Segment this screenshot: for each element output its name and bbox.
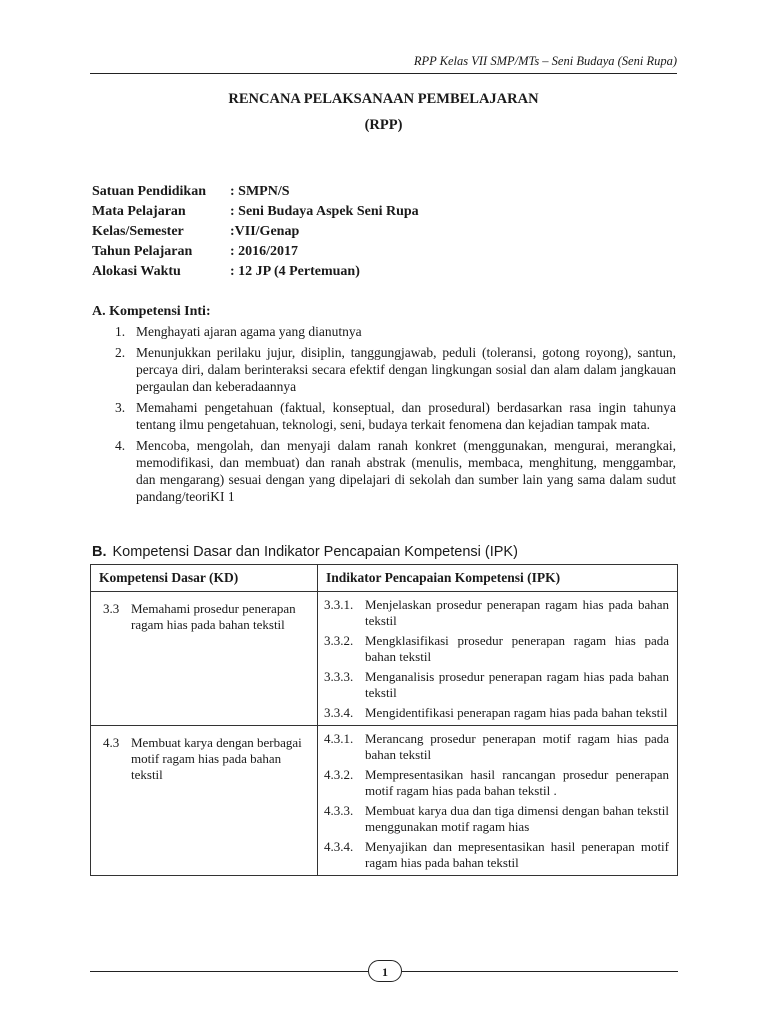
list-item (115, 437, 676, 505)
identity-label: Kelas/Semester (92, 224, 184, 239)
identity-value: : 12 JP (4 Pertemuan) (230, 264, 360, 279)
ipk-item (324, 597, 669, 629)
identity-label: Satuan Pendidikan (92, 184, 206, 199)
ipk-number: 4.3.1. (324, 731, 354, 746)
kd-ipk-table (90, 564, 678, 876)
ipk-number: 3.3.2. (324, 633, 354, 648)
identity-value: :VII/Genap (230, 224, 300, 239)
footer-rule-left (90, 971, 368, 972)
ipk-text: Mempresentasikan hasil rancangan prosedur penerapan motif ragam hias pada bahan tekstil . (365, 767, 669, 798)
identity-label: Tahun Pelajaran (92, 244, 193, 259)
ipk-cell (318, 726, 678, 876)
ipk-number: 4.3.2. (324, 767, 354, 782)
ipk-item (324, 669, 669, 701)
ipk-text: Menjelaskan prosedur penerapan ragam hias pada bahan tekstil (365, 597, 669, 628)
ipk-cell (318, 592, 678, 726)
identity-value: : SMPN/S (230, 184, 290, 199)
list-item (115, 344, 676, 395)
identity-value: : Seni Budaya Aspek Seni Rupa (230, 204, 419, 219)
header-kd: Kompetensi Dasar (KD) (91, 565, 318, 592)
ipk-number: 3.3.3. (324, 669, 354, 684)
ipk-item (324, 633, 669, 665)
identity-label: Mata Pelajaran (92, 204, 186, 219)
kd-text: Memahami prosedur penerapan ragam hias pada bahan tekstil (131, 601, 296, 632)
table-row (91, 726, 678, 876)
footer-rule-right (402, 971, 678, 972)
section-b-heading (92, 542, 518, 562)
kd-cell (91, 592, 318, 726)
identity-label: Alokasi Waktu (92, 264, 181, 279)
ipk-item (324, 705, 669, 721)
list-item-number: 3. (115, 400, 126, 415)
ipk-number: 3.3.4. (324, 705, 354, 720)
running-header: RPP Kelas VII SMP/MTs – Seni Budaya (Seni Rupa) (413, 54, 677, 68)
document-subtitle: (RPP) (364, 117, 403, 133)
ipk-text: Menyajikan dan mepresentasikan hasil penerapan motif ragam hias pada bahan tekstil (365, 839, 669, 870)
kd-number: 4.3 (103, 735, 120, 750)
ipk-number: 4.3.3. (324, 803, 354, 818)
ipk-item (324, 767, 669, 799)
header-ipk: Indikator Pencapaian Kompetensi (IPK) (318, 565, 678, 592)
list-item-text: Menunjukkan perilaku jujur, disiplin, tanggungjawab, peduli (toleransi, gotong royong), santun, percaya diri, dalam berinteraksi secara efektif dengan lingkungan sosial dan alam dalam jangkauan pergaulan dan keberadaannya (136, 345, 676, 394)
kompetensi-inti-list (115, 323, 676, 509)
ipk-item (324, 839, 669, 871)
identity-row-kelas (92, 222, 652, 242)
list-item-number: 1. (115, 324, 126, 339)
document-title: RENCANA PELAKSANAAN PEMBELAJARAN (228, 91, 539, 107)
table-header-row (91, 565, 678, 592)
section-b-title: Kompetensi Dasar dan Indikator Pencapaian Kompetensi (IPK) (112, 544, 518, 560)
kd-cell (91, 726, 318, 876)
identity-row-tahun (92, 242, 652, 262)
ipk-item (324, 731, 669, 763)
identity-value: : 2016/2017 (230, 244, 299, 259)
list-item-number: 2. (115, 345, 126, 360)
kd-text: Membuat karya dengan berbagai motif ragam hias pada bahan tekstil (131, 735, 302, 782)
list-item-number: 4. (115, 438, 126, 453)
section-b-letter: B. (92, 544, 107, 560)
ipk-text: Mengidentifikasi penerapan ragam hias pada bahan tekstil (365, 705, 668, 720)
identity-row-mapel (92, 202, 652, 222)
ipk-text: Merancang prosedur penerapan motif ragam hias pada bahan tekstil (365, 731, 669, 762)
ipk-number: 4.3.4. (324, 839, 354, 854)
list-item (115, 323, 676, 340)
header-rule (90, 73, 677, 74)
list-item-text: Menghayati ajaran agama yang dianutnya (136, 324, 362, 339)
ipk-text: Mengklasifikasi prosedur penerapan ragam hias pada bahan tekstil (365, 633, 669, 664)
list-item-text: Mencoba, mengolah, dan menyaji dalam ranah konkret (menggunakan, mengurai, merangkai, memodifikasi, dan membuat) dan ranah abstrak (menulis, membaca, menghitung, menggambar, dan mengarang) sesuai dengan yang dipelajari di sekolah dan sumber lain yang sama dalam sudut pandang/teoriKI 1 (136, 438, 676, 504)
identity-row-satuan (92, 182, 652, 202)
page-number: 1 (368, 960, 402, 982)
ipk-item (324, 803, 669, 835)
table-row (91, 592, 678, 726)
list-item-text: Memahami pengetahuan (faktual, konseptual, dan prosedural) berdasarkan rasa ingin tahunya tentang ilmu pengetahuan, teknologi, seni, budaya terkait fenomena dan kejadian tampak mata. (136, 400, 676, 432)
identity-row-alokasi (92, 262, 652, 282)
ipk-text: Membuat karya dua dan tiga dimensi dengan bahan tekstil menggunakan motif ragam hias (365, 803, 669, 834)
ipk-number: 3.3.1. (324, 597, 354, 612)
ipk-text: Menganalisis prosedur penerapan ragam hias pada bahan tekstil (365, 669, 669, 700)
list-item (115, 399, 676, 433)
kd-number: 3.3 (103, 601, 120, 616)
section-a-heading: A. Kompetensi Inti: (92, 304, 211, 319)
identity-block (92, 182, 652, 282)
